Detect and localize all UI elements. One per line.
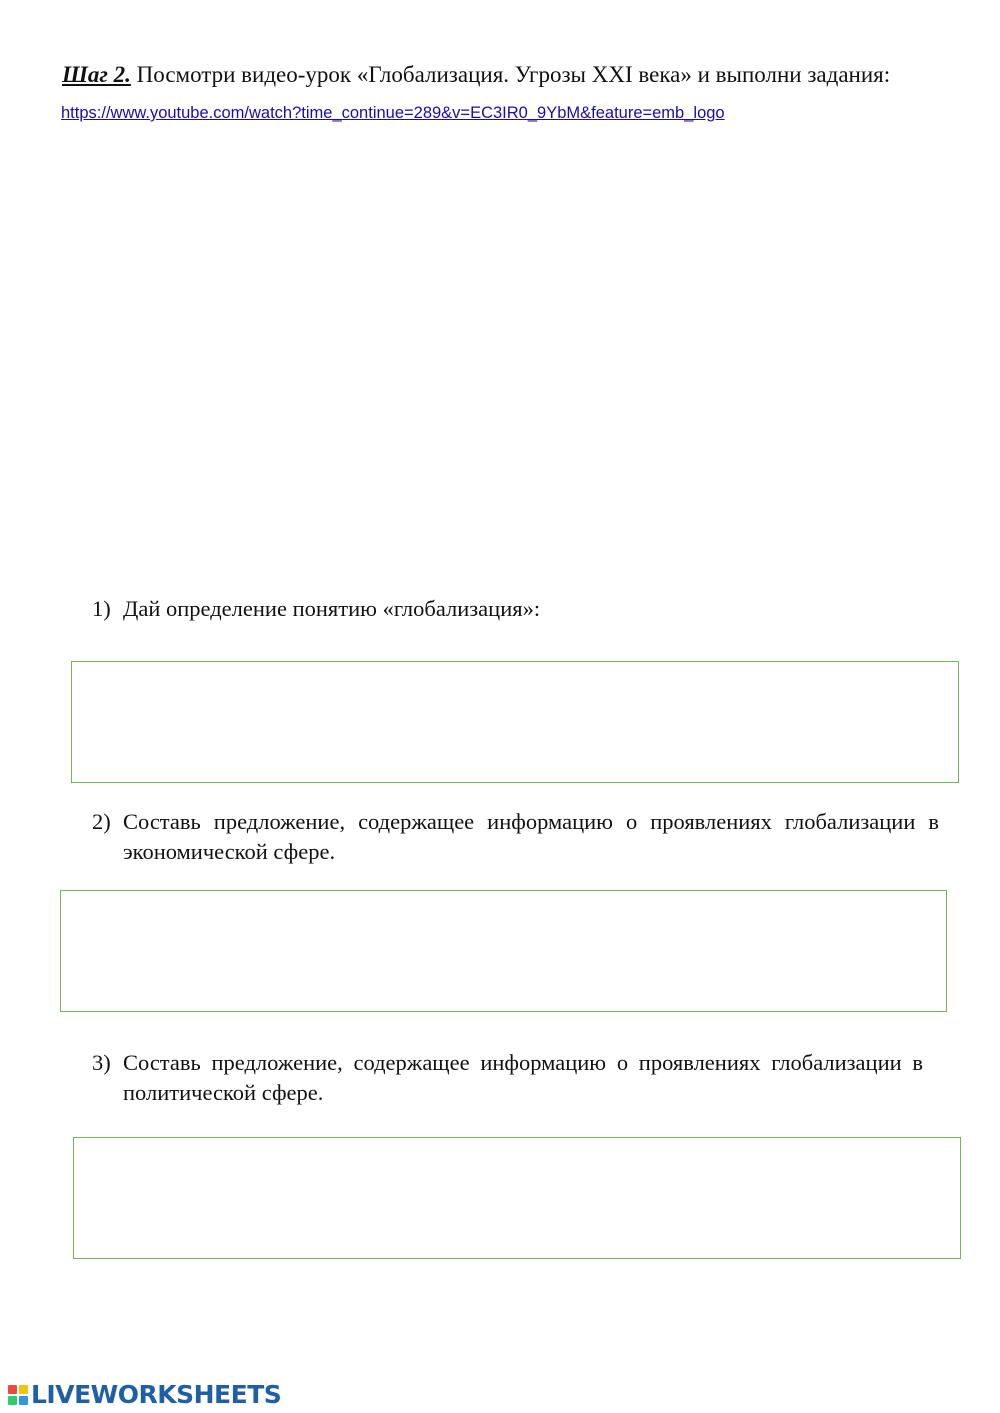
step-instruction-text: Посмотри видео-урок «Глобализация. Угрозы XXI века» и выполни задания:	[130, 62, 891, 87]
task-1	[92, 594, 952, 626]
logo-text: LIVEWORKSHEETS	[31, 1380, 282, 1409]
logo-grid-icon	[8, 1385, 28, 1405]
video-lesson-link[interactable]: https://www.youtube.com/watch?time_continue=289&v=EC3IR0_9YbM&feature=emb_logo	[61, 104, 725, 122]
task-3-number: 3)	[92, 1050, 111, 1075]
task-1-number: 1)	[92, 596, 111, 621]
task-2-text	[123, 807, 939, 867]
liveworksheets-logo	[8, 1380, 281, 1410]
logo-cell	[19, 1396, 28, 1405]
task-1-text	[123, 594, 949, 624]
logo-cell	[19, 1385, 28, 1394]
task-2-number: 2)	[92, 809, 111, 834]
answer-box-3[interactable]	[73, 1137, 961, 1259]
task-1-line-1: Дай определение понятию «глобализация»:	[123, 596, 541, 621]
task-2-line-2: экономической сфере.	[123, 839, 336, 864]
step-label: Шаг 2.	[62, 62, 131, 87]
step-instruction	[62, 60, 890, 90]
task-2	[92, 807, 952, 869]
answer-box-1[interactable]	[71, 661, 959, 783]
task-3-line-2: политической сфере.	[123, 1080, 324, 1105]
task-3-line-1: Составь предложение, содержащее информацию о проявлениях глобализации в	[123, 1050, 923, 1075]
task-3	[92, 1048, 952, 1110]
logo-cell	[8, 1396, 17, 1405]
task-2-line-1: Составь предложение, содержащее информацию о проявлениях глобализации в	[123, 809, 939, 834]
answer-box-2[interactable]	[60, 890, 947, 1012]
logo-cell	[8, 1385, 17, 1394]
task-3-text	[123, 1048, 923, 1108]
